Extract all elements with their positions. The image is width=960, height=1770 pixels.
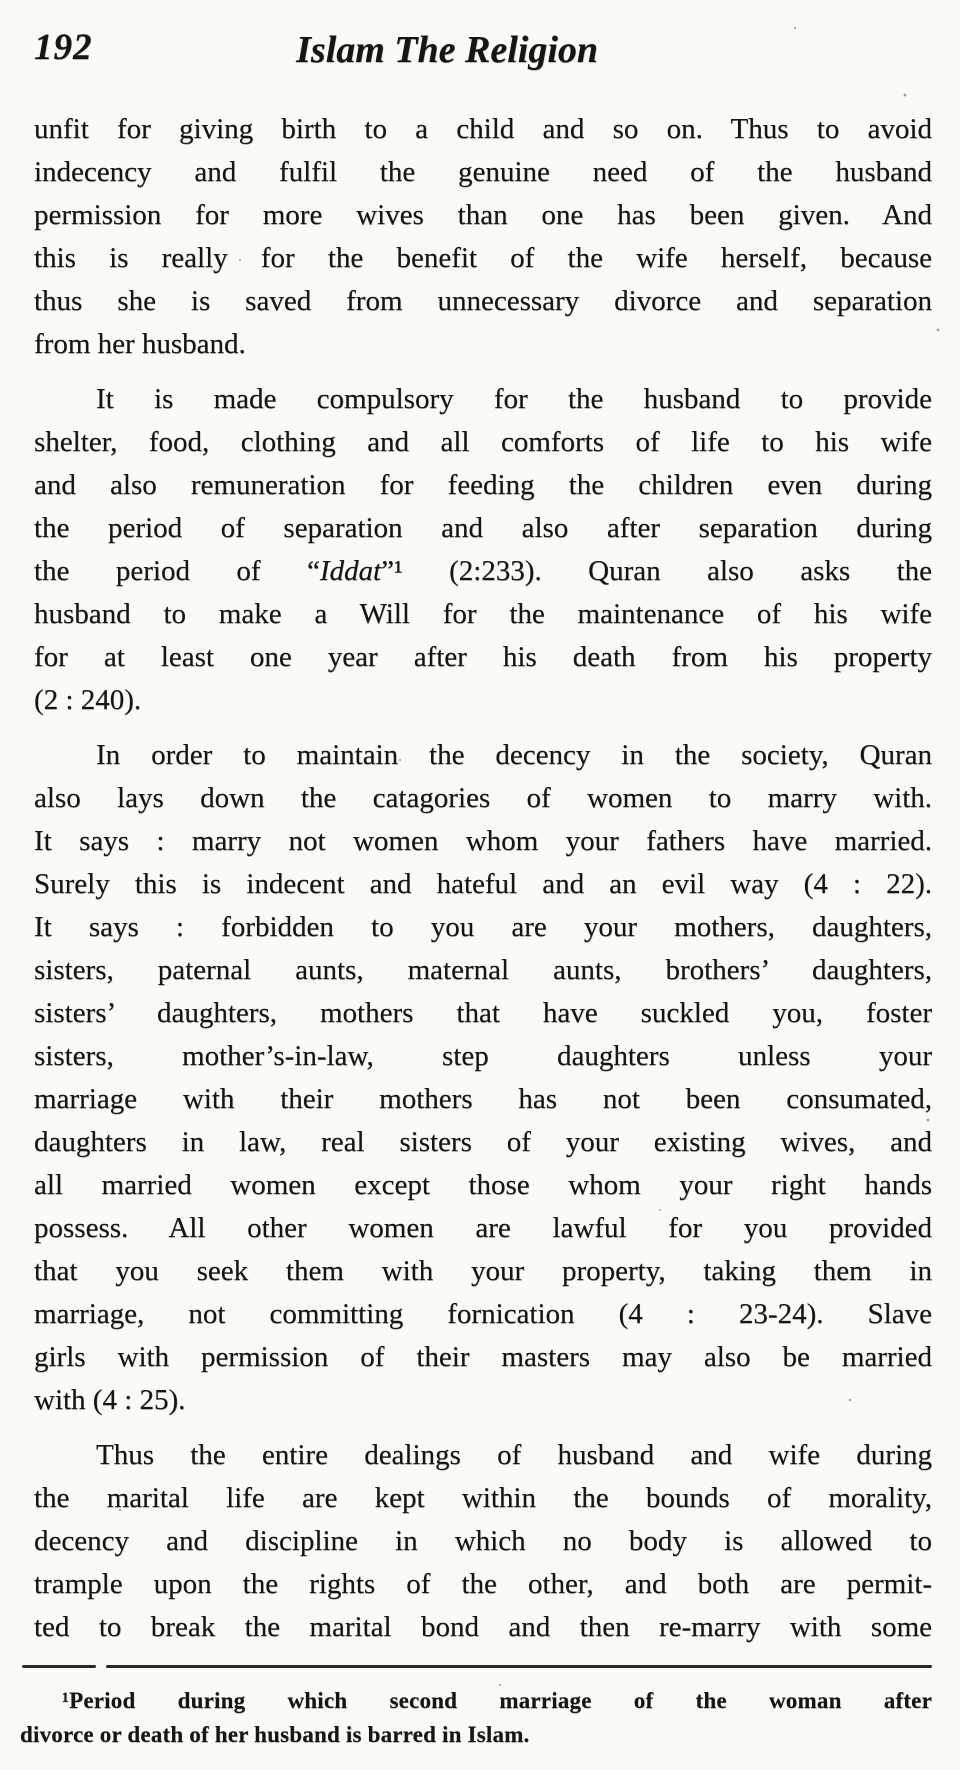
text-line: permission for more wives than one has been given. And <box>34 199 932 231</box>
text-line: In order to maintain the decency in the society, Quran <box>96 739 932 771</box>
page-number: 192 <box>34 27 93 68</box>
text-line: with (4 : 25). <box>34 1384 186 1416</box>
footnote-rule <box>22 1665 932 1668</box>
text-line: husband to make a Will for the maintenance of his wife <box>34 598 932 630</box>
text-line: It is made compulsory for the husband to provide <box>96 383 932 415</box>
text-line: ¹Period during which second marriage of the woman after <box>62 1688 932 1713</box>
running-title: Islam The Religion <box>296 29 599 71</box>
text-line: decency and discipline in which no body is allowed to <box>34 1525 932 1557</box>
text-line: thus she is saved from unnecessary divorce and separation <box>34 285 932 317</box>
text-line: that you seek them with your property, taking them in <box>34 1255 932 1287</box>
text-line: marriage, not committing fornication (4 : 23-24). Slave <box>34 1298 932 1330</box>
text-line: trample upon the rights of the other, and both are permit- <box>34 1568 932 1600</box>
text-line: possess. All other women are lawful for you provided <box>34 1212 932 1244</box>
text-line: unfit for giving birth to a child and so on. Thus to avoid <box>34 113 932 145</box>
paragraph <box>34 1434 932 1649</box>
text-line: sisters, mother’s-in-law, step daughters unless your <box>34 1040 932 1072</box>
text-line: ted to break the marital bond and then re-marry with some <box>34 1611 932 1643</box>
text-line: from her husband. <box>34 328 246 360</box>
footnote-rule-segment <box>22 1665 96 1668</box>
text-line: for at least one year after his death from his property <box>34 641 932 673</box>
text-line: Surely this is indecent and hateful and an evil way (4 : 22). <box>34 868 932 900</box>
text-line: and also remuneration for feeding the children even during <box>34 469 932 501</box>
text-line: marriage with their mothers has not been consumated, <box>34 1083 932 1115</box>
paragraph <box>34 378 932 722</box>
paragraph <box>34 108 932 366</box>
text-line: shelter, food, clothing and all comforts of life to his wife <box>34 426 932 458</box>
text-line: divorce or death of her husband is barred in Islam. <box>20 1722 530 1747</box>
text-line: sisters, paternal aunts, maternal aunts, brothers’ daughters, <box>34 954 932 986</box>
paragraph <box>34 734 932 1422</box>
footnote <box>20 1684 932 1752</box>
footnote-rule-segment <box>106 1665 932 1668</box>
text-line: It says : forbidden to you are your mothers, daughters, <box>34 911 932 943</box>
text-line: (2 : 240). <box>34 684 142 716</box>
text-line: girls with permission of their masters may also be married <box>34 1341 932 1373</box>
text-line: the marital life are kept within the bounds of morality, <box>34 1482 932 1514</box>
text-line: It says : marry not women whom your fathers have married. <box>34 825 932 857</box>
page-body <box>34 108 932 1649</box>
text-line: sisters’ daughters, mothers that have suckled you, foster <box>34 997 932 1029</box>
text-line: indecency and fulfil the genuine need of the husband <box>34 156 932 188</box>
text-line: also lays down the catagories of women to marry with. <box>34 782 932 814</box>
text-line: the period of separation and also after separation during <box>34 512 932 544</box>
text-line: Thus the entire dealings of husband and wife during <box>96 1439 932 1471</box>
text-line: this is really for the benefit of the wife herself, because <box>34 242 932 274</box>
text-line: the period of “Iddat”¹ (2:233). Quran also asks the <box>34 555 933 587</box>
text-line: all married women except those whom your right hands <box>34 1169 932 1201</box>
text-line: daughters in law, real sisters of your existing wives, and <box>34 1126 932 1158</box>
page-header <box>34 26 932 78</box>
